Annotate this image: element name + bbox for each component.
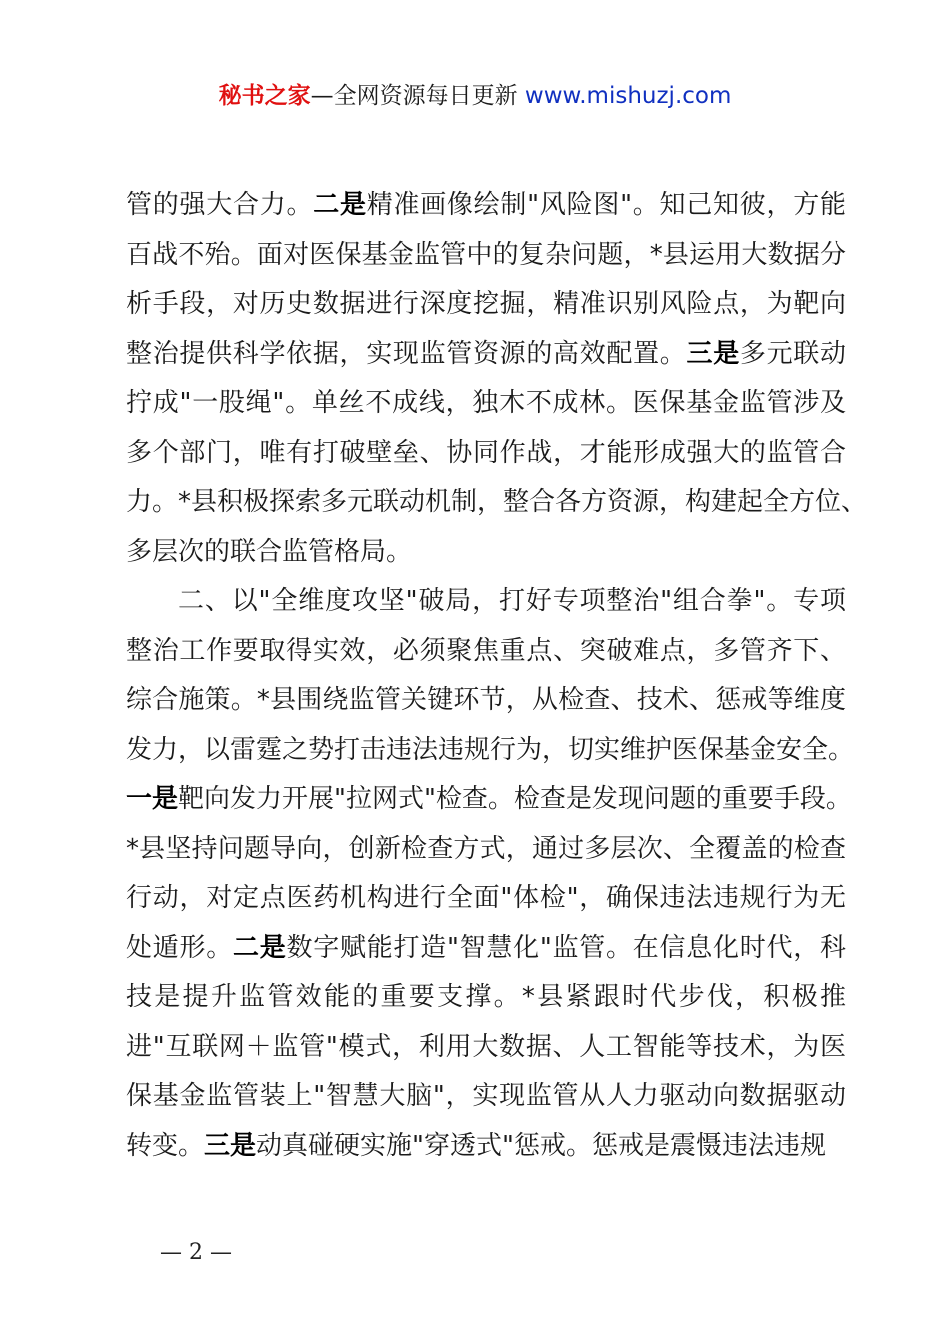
- text-run: 进"互联网＋监管"模式，利用大数据、人工智能等技术，为医: [126, 1031, 846, 1062]
- text-run: 多元联动: [739, 338, 846, 369]
- site-header: [0, 80, 950, 112]
- text-line: [126, 874, 846, 924]
- text-run: 精准画像绘制"风险图"。知己知彼，方能: [366, 190, 846, 220]
- text-run: 多层次的联合监管格局。: [126, 536, 413, 567]
- text-run: 综合施策。*县围绕监管关键环节，从检查、技术、惩戒等维度: [126, 685, 846, 715]
- text-line: [126, 231, 846, 281]
- text-run: 二、以"全维度攻坚"破局，打好专项整治"组合拳"。专项: [178, 586, 846, 616]
- text-run: 整治工作要取得实效，必须聚焦重点、突破难点，多管齐下、: [126, 635, 846, 666]
- text-run: 管的强大合力。: [126, 190, 314, 220]
- text-line: [126, 379, 846, 429]
- emphasis-text: 三是: [686, 338, 740, 369]
- text-line: [126, 1072, 846, 1122]
- text-run: 行动，对定点医药机构进行全面"体检"，确保违法违规行为无: [126, 883, 846, 913]
- text-line: [126, 676, 846, 726]
- emphasis-text: 二是: [313, 190, 367, 220]
- emphasis-text: 二是: [232, 932, 287, 963]
- text-run: 数字赋能打造"智慧化"监管。在信息化时代，科: [286, 932, 846, 963]
- text-line: [126, 627, 846, 677]
- text-run: 发力，以雷霆之势打击违法违规行为，切实维护医保基金安全。: [126, 734, 855, 765]
- text-run: 多个部门，唯有打破壁垒、协同作战，才能形成强大的监管合: [126, 437, 846, 468]
- text-line: [126, 478, 868, 528]
- site-brand: 秘书之家: [218, 83, 311, 109]
- text-line: [126, 973, 846, 1023]
- text-run: 拧成"一股绳"。单丝不成线，独木不成林。医保基金监管涉及: [126, 388, 846, 418]
- text-line: [126, 825, 846, 875]
- text-line: [126, 1023, 846, 1073]
- text-line: [126, 528, 846, 578]
- text-line: [126, 924, 846, 974]
- emphasis-text: 一是: [126, 784, 179, 814]
- text-run: 百战不殆。面对医保基金监管中的复杂问题，*县运用大数据分: [126, 239, 846, 270]
- text-line: [126, 1122, 846, 1172]
- text-line: [126, 429, 846, 479]
- text-run: 转变。: [126, 1130, 205, 1161]
- text-run: *县坚持问题导向，创新检查方式，通过多层次、全覆盖的检查: [126, 833, 846, 864]
- text-run: 技是提升监管效能的重要支撑。*县紧跟时代步伐，积极推: [126, 982, 846, 1012]
- text-line: [126, 775, 852, 825]
- text-line: [126, 280, 846, 330]
- document-body: [126, 181, 868, 1171]
- text-line: [126, 181, 846, 231]
- text-run: 整治提供科学依据，实现监管资源的高效配置。: [126, 338, 687, 369]
- text-line: [126, 330, 846, 380]
- page-number: — 2 —: [160, 1240, 232, 1265]
- emphasis-text: 三是: [204, 1130, 257, 1161]
- text-line: [126, 726, 855, 776]
- text-run: 保基金监管装上"智慧大脑"，实现监管从人力驱动向数据驱动: [126, 1081, 846, 1111]
- site-url-link[interactable]: www.mishuzj.com: [524, 83, 732, 109]
- text-run: 析手段，对历史数据进行深度挖掘，精准识别风险点，为靶向: [126, 289, 846, 319]
- text-run: 动真碰硬实施"穿透式"惩戒。惩戒是震慑违法违规: [256, 1130, 826, 1161]
- text-run: 力。*县积极探索多元联动机制，整合各方资源，构建起全方位、: [126, 487, 868, 517]
- text-line: [126, 577, 846, 627]
- text-run: 靶向发力开展"拉网式"检查。检查是发现问题的重要手段。: [178, 784, 852, 814]
- text-run: 处遁形。: [126, 932, 233, 963]
- site-slogan: —全网资源每日更新: [310, 83, 525, 109]
